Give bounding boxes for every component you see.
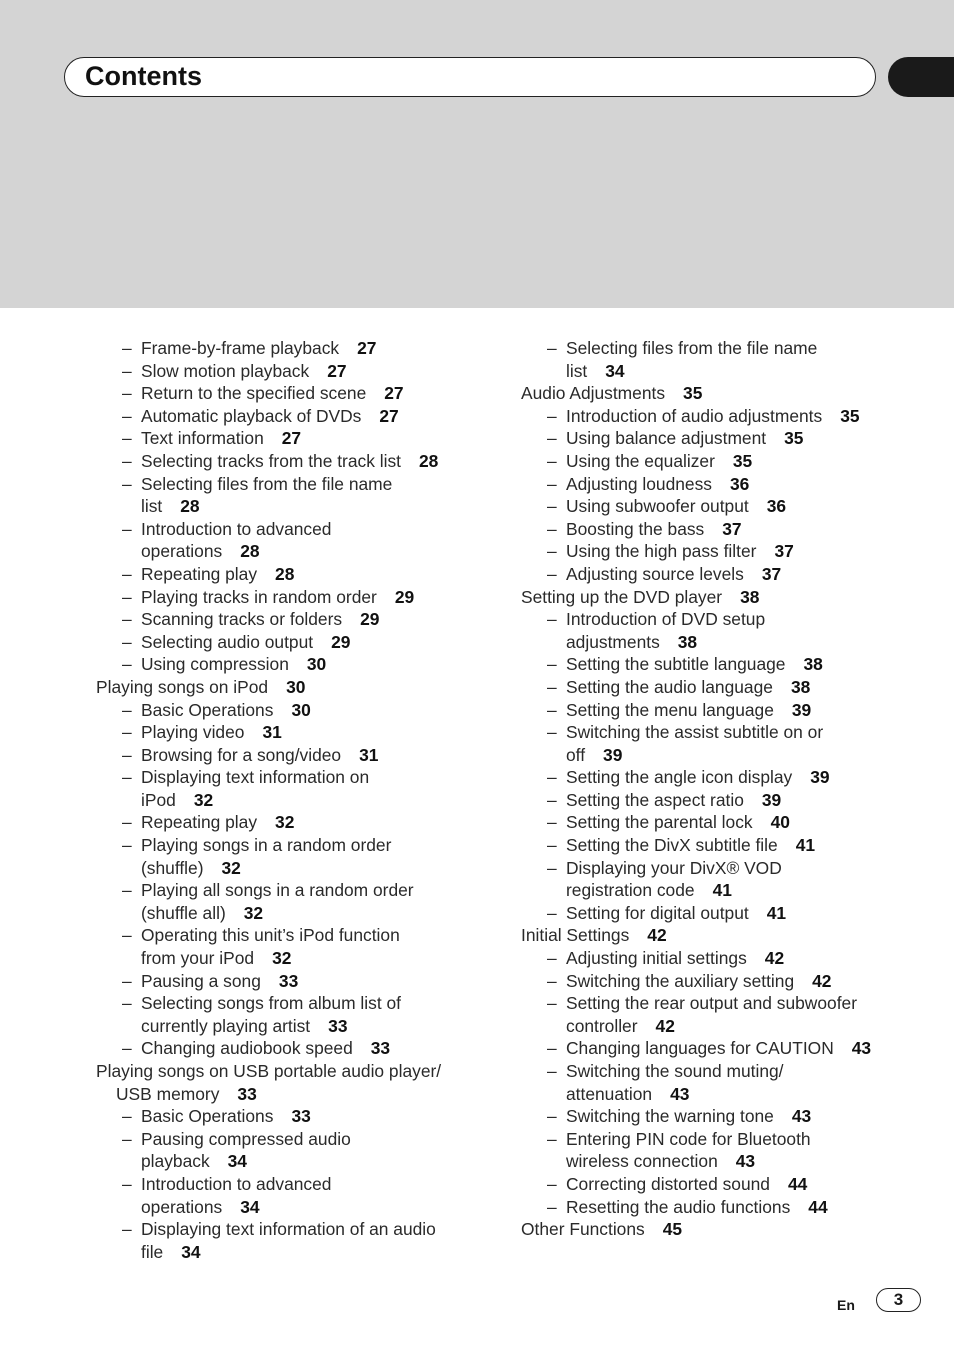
entry-dash: – [122,1219,132,1240]
toc-entry[interactable] [96,653,486,676]
entry-dash: – [547,405,557,426]
toc-entry-text: Selecting songs from album list of [141,993,402,1014]
toc-entry-page: 35 [683,383,703,404]
entry-dash: – [547,699,557,720]
toc-entry[interactable] [521,382,891,405]
toc-entry-text: operations [141,541,223,562]
toc-entry[interactable] [521,744,891,767]
toc-entry-page: 28 [418,450,439,471]
toc-entry[interactable] [521,495,891,518]
entry-dash: – [547,541,557,562]
entry-dash: – [122,586,132,607]
toc-entry[interactable] [96,1173,486,1196]
toc-entry[interactable] [96,992,486,1015]
toc-entry[interactable] [521,857,891,880]
toc-entry-text: Selecting files from the file name [141,473,393,494]
header-band [0,0,954,308]
toc-entry-text: Basic Operations [141,1106,274,1127]
toc-entry-text: Switching the warning tone [566,1106,774,1127]
entry-dash: – [547,609,557,630]
toc-entry[interactable] [521,1037,891,1060]
toc-entry-text: Displaying your DivX® VOD [566,857,782,878]
toc-entry-text: Playing songs on USB portable audio player/ [96,1061,442,1081]
toc-entry-text: (shuffle) [141,857,204,878]
entry-dash: – [122,1173,132,1194]
toc-entry[interactable] [521,518,891,541]
toc-entry-text: Changing languages for CAUTION [566,1038,834,1059]
toc-entry-page: 41 [766,902,787,923]
entry-dash: – [547,970,557,991]
toc-entry-page: 44 [787,1173,808,1194]
entry-dash: – [122,654,132,675]
toc-entry-text: Switching the assist subtitle on or [566,722,824,743]
toc-entry[interactable] [521,699,891,722]
toc-entry-page: 39 [761,789,782,810]
toc-entry[interactable] [96,1037,486,1060]
toc-entry-text: Using subwoofer output [566,496,749,517]
entry-dash: – [122,744,132,765]
toc-entry[interactable] [96,676,486,699]
entry-dash: – [547,676,557,697]
toc-entry-page: 32 [243,902,264,923]
toc-entry-text: list [141,496,163,517]
toc-entry-page: 39 [791,699,812,720]
entry-dash: – [547,654,557,675]
toc-entry-text: Scanning tracks or folders [141,609,343,630]
toc-entry-text: Setting the audio language [566,676,773,697]
toc-entry-page: 36 [766,496,787,517]
toc-entry[interactable] [521,902,891,925]
toc-entry[interactable] [521,540,891,563]
toc-entry-page: 33 [328,1015,348,1036]
toc-entry[interactable] [521,1015,891,1038]
toc-right-column [521,337,891,1241]
toc-entry-text: Other Functions [521,1219,645,1240]
toc-entry[interactable] [521,337,891,360]
entry-dash: – [122,383,132,404]
toc-entry-page: 29 [394,586,415,607]
toc-entry-text: Using balance adjustment [566,428,767,449]
title-frame [64,57,876,97]
toc-entry-page: 27 [379,405,399,426]
toc-entry-page: 32 [272,948,292,969]
toc-entry-page: 33 [237,1083,257,1104]
entry-dash: – [547,767,557,788]
entry-dash: – [547,1173,557,1194]
toc-entry-page: 30 [306,654,327,675]
toc-entry-page: 43 [670,1083,690,1104]
entry-dash: – [122,405,132,426]
toc-entry-text: Adjusting loudness [566,473,712,494]
toc-entry-page: 31 [262,722,282,743]
language-label: En [837,1297,855,1313]
toc-entry-page: 42 [655,1015,675,1036]
entry-dash: – [547,857,557,878]
toc-entry-page: 43 [735,1151,756,1172]
entry-dash: – [547,1038,557,1059]
entry-dash: – [122,722,132,743]
toc-entry-text: Resetting the audio functions [566,1196,791,1217]
toc-entry-text: Playing songs in a random order [141,835,392,856]
toc-entry[interactable] [96,857,486,880]
toc-entry[interactable] [521,631,891,654]
toc-entry-page: 35 [840,405,860,426]
entry-dash: – [547,1196,557,1217]
toc-entry-text: adjustments [566,631,660,652]
toc-entry[interactable] [521,992,891,1015]
toc-entry-page: 30 [291,699,311,720]
toc-entry-text: Using the equalizer [566,450,715,471]
toc-entry[interactable] [96,902,486,925]
toc-entry-page: 37 [774,541,794,562]
toc-entry-page: 31 [359,744,379,765]
toc-entry-text: iPod [141,789,176,810]
toc-entry[interactable] [521,721,891,744]
entry-dash: – [547,902,557,923]
toc-entry-page: 37 [722,518,742,539]
toc-entry-text: Repeating play [141,563,258,584]
toc-entry-page: 27 [327,360,347,381]
toc-entry-text: Pausing a song [141,970,261,991]
toc-entry-text: playback [141,1151,210,1172]
entry-dash: – [122,428,132,449]
toc-entry[interactable] [96,540,486,563]
toc-entry-text: Audio Adjustments [521,383,666,404]
entry-dash: – [547,338,557,358]
toc-entry-page: 28 [275,563,295,584]
toc-entry[interactable] [521,1150,891,1173]
toc-entry-text: Playing songs on iPod [96,676,269,697]
toc-entry-page: 30 [286,676,306,697]
toc-entry-text: Playing tracks in random order [141,586,377,607]
toc-entry-text: Playing video [141,722,245,743]
toc-entry-text: Adjusting initial settings [566,948,747,969]
toc-entry-text: list [566,360,588,381]
toc-entry-text: Displaying text information on [141,767,370,788]
toc-entry[interactable] [521,947,891,970]
toc-entry-text: Setting the menu language [566,699,774,720]
toc-entry[interactable] [96,789,486,812]
toc-entry-text: Playing all songs in a random order [141,880,414,901]
toc-entry[interactable] [96,495,486,518]
toc-entry-page: 32 [275,812,295,833]
toc-entry-text: Using the high pass filter [566,541,757,562]
toc-entry[interactable] [521,1128,891,1151]
toc-entry[interactable] [521,1196,891,1219]
toc-entry[interactable] [521,608,891,631]
toc-entry[interactable] [521,1218,891,1241]
toc-entry[interactable] [96,811,486,834]
toc-entry[interactable] [96,631,486,654]
toc-entry-text: Adjusting source levels [566,563,744,584]
toc-entry-page: 38 [803,654,823,675]
page-title: Contents [85,61,202,91]
toc-entry-text: Setting the rear output and subwoofer [566,993,858,1014]
entry-dash: – [122,835,132,856]
toc-entry[interactable] [521,1105,891,1128]
toc-entry-page: 42 [647,925,667,946]
toc-entry[interactable] [521,766,891,789]
toc-entry-page: 41 [795,835,816,856]
entry-dash: – [122,812,132,833]
toc-entry[interactable] [521,1173,891,1196]
toc-entry-text: Automatic playback of DVDs [141,405,362,426]
toc-entry-text: file [141,1241,164,1262]
toc-entry-text: Setting the angle icon display [566,767,793,788]
toc-entry-page: 29 [360,609,380,630]
toc-entry-text: Repeating play [141,812,258,833]
toc-entry-page: 28 [180,496,200,517]
toc-entry-text: Using compression [141,654,289,675]
entry-dash: – [122,338,132,358]
toc-entry-text: Introduction to advanced [141,1173,332,1194]
entry-dash: – [122,473,132,494]
entry-dash: – [547,563,557,584]
toc-entry-page: 33 [291,1106,311,1127]
toc-entry-page: 39 [810,767,830,788]
toc-entry[interactable] [521,811,891,834]
toc-entry[interactable] [96,586,486,609]
toc-entry[interactable] [96,766,486,789]
toc-entry-text: attenuation [566,1083,653,1104]
entry-dash: – [547,473,557,494]
toc-entry-text: Correcting distorted sound [566,1173,770,1194]
toc-entry-text: Operating this unit’s iPod function [141,925,400,946]
toc-entry-text: USB memory [116,1083,220,1104]
toc-entry[interactable] [96,879,486,902]
toc-entry-text: Switching the auxiliary setting [566,970,795,991]
toc-entry-text: controller [566,1015,638,1036]
toc-entry[interactable] [96,1105,486,1128]
entry-dash: – [122,450,132,471]
entry-dash: – [122,993,132,1014]
toc-entry-text: off [566,744,586,765]
toc-entry-page: 29 [331,631,351,652]
page-number: 3 [876,1288,921,1312]
toc-entry-text: Selecting tracks from the track list [141,450,401,471]
toc-entry-text: Introduction to advanced [141,518,332,539]
toc-entry-page: 38 [740,586,760,607]
toc-entry-text: Setting the parental lock [566,812,753,833]
entry-dash: – [547,812,557,833]
toc-entry-text: Introduction of DVD setup [566,609,766,630]
toc-entry-page: 27 [357,338,377,358]
toc-entry-text: Initial Settings [521,925,630,946]
entry-dash: – [547,835,557,856]
toc-entry[interactable] [521,563,891,586]
toc-left-column [96,337,486,1263]
toc-entry-page: 35 [732,450,753,471]
entry-dash: – [547,496,557,517]
toc-entry-page: 40 [770,812,790,833]
toc-entry-text: Selecting audio output [141,631,314,652]
toc-entry-page: 38 [677,631,698,652]
toc-entry-page: 43 [791,1106,812,1127]
toc-entry[interactable] [96,405,486,428]
entry-dash: – [122,1106,132,1127]
toc-entry[interactable] [96,360,486,383]
toc-entry[interactable] [96,924,486,947]
entry-dash: – [122,880,132,901]
toc-entry-page: 38 [790,676,811,697]
toc-entry-text: Basic Operations [141,699,274,720]
toc-entry-page: 32 [193,789,214,810]
toc-entry-page: 32 [221,857,241,878]
toc-entry[interactable] [521,879,891,902]
toc-entry-page: 44 [808,1196,828,1217]
toc-entry-text: Setting the DivX subtitle file [566,835,778,856]
toc-entry[interactable] [96,1015,486,1038]
section-tab [888,57,954,97]
entry-dash: – [122,518,132,539]
toc-entry-text: Entering PIN code for Bluetooth [566,1128,811,1149]
entry-dash: – [122,1128,132,1149]
toc-entry[interactable] [96,473,486,496]
toc-entry-text: Changing audiobook speed [141,1038,353,1059]
toc-entry-page: 33 [370,1038,391,1059]
entry-dash: – [547,1128,557,1149]
toc-entry-text: Selecting files from the file name [566,338,818,358]
toc-entry[interactable] [521,676,891,699]
toc-entry-page: 33 [278,970,299,991]
toc-entry-text: Setting for digital output [566,902,749,923]
entry-dash: – [547,450,557,471]
toc-entry-page: 43 [851,1038,872,1059]
toc-entry[interactable] [96,834,486,857]
entry-dash: – [547,948,557,969]
entry-dash: – [122,1038,132,1059]
entry-dash: – [122,925,132,946]
toc-entry-text: Switching the sound muting/ [566,1061,784,1081]
toc-entry-page: 45 [662,1219,683,1240]
toc-entry[interactable] [96,947,486,970]
toc-entry-page: 28 [240,541,260,562]
toc-entry[interactable] [96,337,486,360]
toc-entry[interactable] [521,450,891,473]
toc-entry[interactable] [96,518,486,541]
toc-entry[interactable] [96,721,486,744]
toc-entry-page: 42 [812,970,832,991]
toc-entry[interactable] [521,653,891,676]
toc-entry-text: Slow motion playback [141,360,310,381]
toc-entry[interactable] [521,586,891,609]
entry-dash: – [122,767,132,788]
entry-dash: – [122,631,132,652]
entry-dash: – [122,563,132,584]
toc-entry-page: 34 [227,1151,247,1172]
toc-entry[interactable] [521,1083,891,1106]
toc-entry-text: Introduction of audio adjustments [566,405,823,426]
entry-dash: – [547,722,557,743]
toc-entry-text: Boosting the bass [566,518,705,539]
entry-dash: – [547,1106,557,1127]
toc-entry-text: registration code [566,880,695,901]
entry-dash: – [547,518,557,539]
toc-entry-text: wireless connection [566,1151,718,1172]
toc-entry-text: Setting the aspect ratio [566,789,744,810]
toc-entry-text: Pausing compressed audio [141,1128,351,1149]
toc-entry-text: Return to the specified scene [141,383,367,404]
toc-entry-text: Frame-by-frame playback [141,338,340,358]
toc-entry[interactable] [96,563,486,586]
entry-dash: – [122,699,132,720]
entry-dash: – [547,789,557,810]
toc-entry[interactable] [521,924,891,947]
toc-entry[interactable] [96,1060,486,1083]
toc-entry-text: Browsing for a song/video [141,744,342,765]
toc-entry[interactable] [96,608,486,631]
toc-entry-text: Displaying text information of an audio [141,1219,436,1240]
toc-entry-text: operations [141,1196,223,1217]
toc-entry-text: (shuffle all) [141,902,226,923]
toc-entry[interactable] [96,744,486,767]
toc-entry[interactable] [96,699,486,722]
toc-entry-page: 41 [712,880,732,901]
entry-dash: – [122,970,132,991]
toc-entry-page: 36 [730,473,750,494]
toc-entry[interactable] [96,1241,486,1264]
toc-entry-text: Setting up the DVD player [521,586,723,607]
entry-dash: – [122,609,132,630]
toc-entry-page: 27 [281,428,302,449]
toc-entry-page: 34 [605,360,625,381]
toc-entry[interactable] [96,382,486,405]
toc-entry[interactable] [521,473,891,496]
toc-entry[interactable] [96,1196,486,1219]
toc-entry-text: Setting the subtitle language [566,654,786,675]
toc-entry[interactable] [521,405,891,428]
toc-entry[interactable] [96,427,486,450]
toc-entry-page: 35 [784,428,804,449]
toc-entry-page: 39 [603,744,623,765]
toc-entry[interactable] [96,970,486,993]
toc-entry-page: 42 [764,948,785,969]
toc-entry-page: 34 [240,1196,260,1217]
toc-entry[interactable] [96,1128,486,1151]
toc-entry[interactable] [521,970,891,993]
toc-entry[interactable] [96,450,486,473]
toc-entry[interactable] [96,1150,486,1173]
toc-entry[interactable] [96,1218,486,1241]
toc-entry-page: 37 [761,563,782,584]
toc-entry[interactable] [96,1083,486,1106]
toc-entry-text: Text information [141,428,264,449]
toc-entry[interactable] [521,427,891,450]
toc-entry[interactable] [521,1060,891,1083]
toc-entry[interactable] [521,834,891,857]
toc-entry-text: from your iPod [141,948,255,969]
toc-entry-text: currently playing artist [141,1015,311,1036]
entry-dash: – [122,360,132,381]
entry-dash: – [547,1061,557,1081]
toc-entry[interactable] [521,360,891,383]
toc-entry-page: 34 [181,1241,201,1262]
toc-entry[interactable] [521,789,891,812]
toc-entry-page: 27 [384,383,404,404]
entry-dash: – [547,428,557,449]
entry-dash: – [547,993,557,1014]
